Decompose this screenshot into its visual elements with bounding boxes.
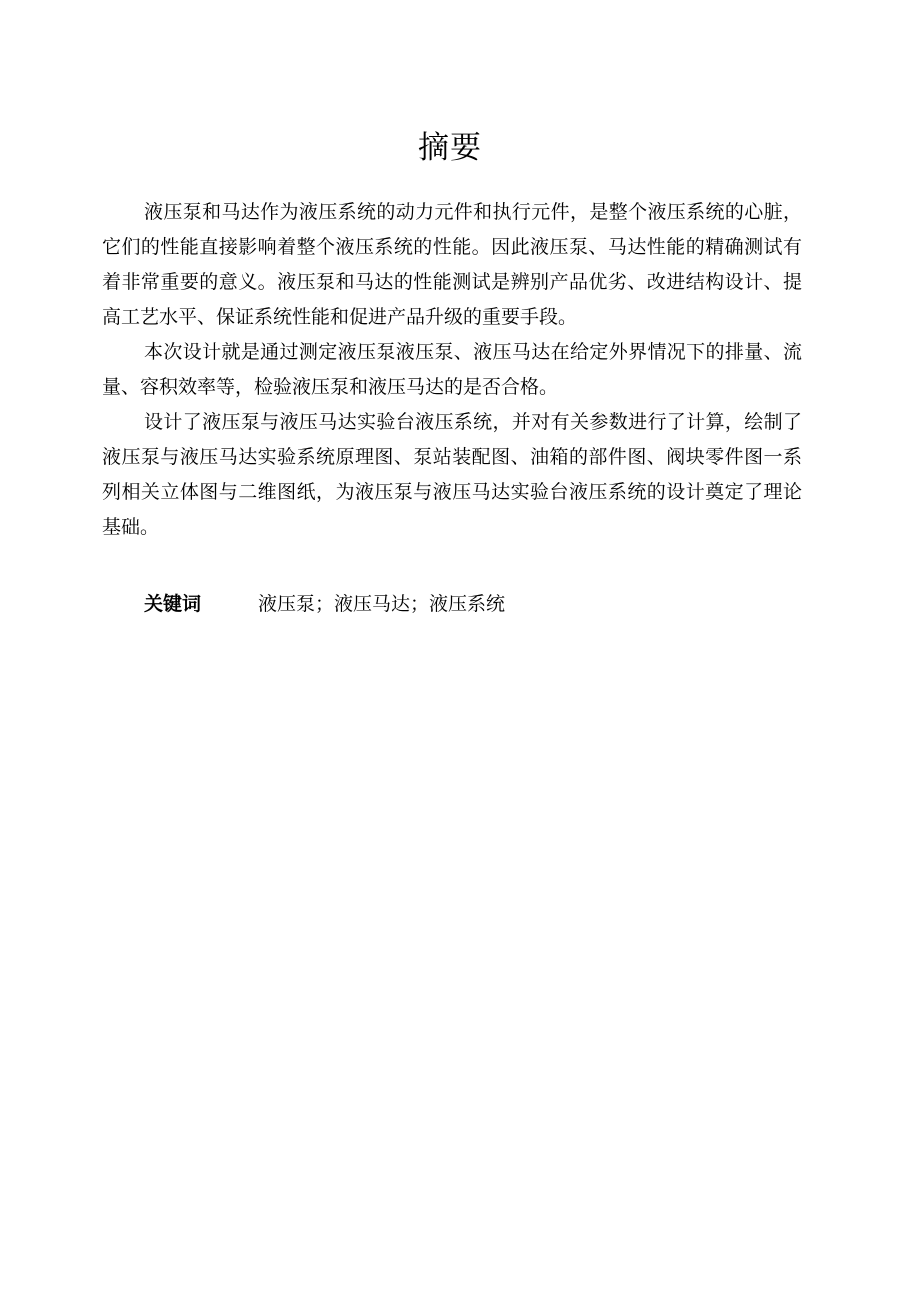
abstract-paragraph-3: 设计了液压泵与液压马达实验台液压系统，并对有关参数进行了计算，绘制了液压泵与液压马达实验系统原理图、泵站装配图、油箱的部件图、阀块零件图一系列相关立体图与二维图纸，为液压泵与液压马达实验台液压系统的设计奠定了理论基础。 — [102, 411, 802, 538]
abstract-paragraph-2: 本次设计就是通过测定液压泵液压泵、液压马达在给定外界情况下的排量、流量、容积效率等，检验液压泵和液压马达的是否合格。 — [102, 341, 802, 398]
page-title: 摘要 — [418, 130, 482, 166]
abstract-paragraph-1: 液压泵和马达作为液压系统的动力元件和执行元件，是整个液压系统的心脏，它们的性能直接影响着整个液压系统的性能。因此液压泵、马达性能的精确测试有着非常重要的意义。液压泵和马达的性能测试是辨别产品优劣、改进结构设计、提高工艺水平、保证系统性能和促进产品升级的重要手段。 — [102, 201, 802, 328]
keywords-value: 液压泵；液压马达；液压系统 — [258, 593, 506, 615]
abstract-body — [102, 195, 802, 545]
keywords-line — [144, 587, 505, 622]
keywords-label: 关键词 — [144, 593, 202, 615]
